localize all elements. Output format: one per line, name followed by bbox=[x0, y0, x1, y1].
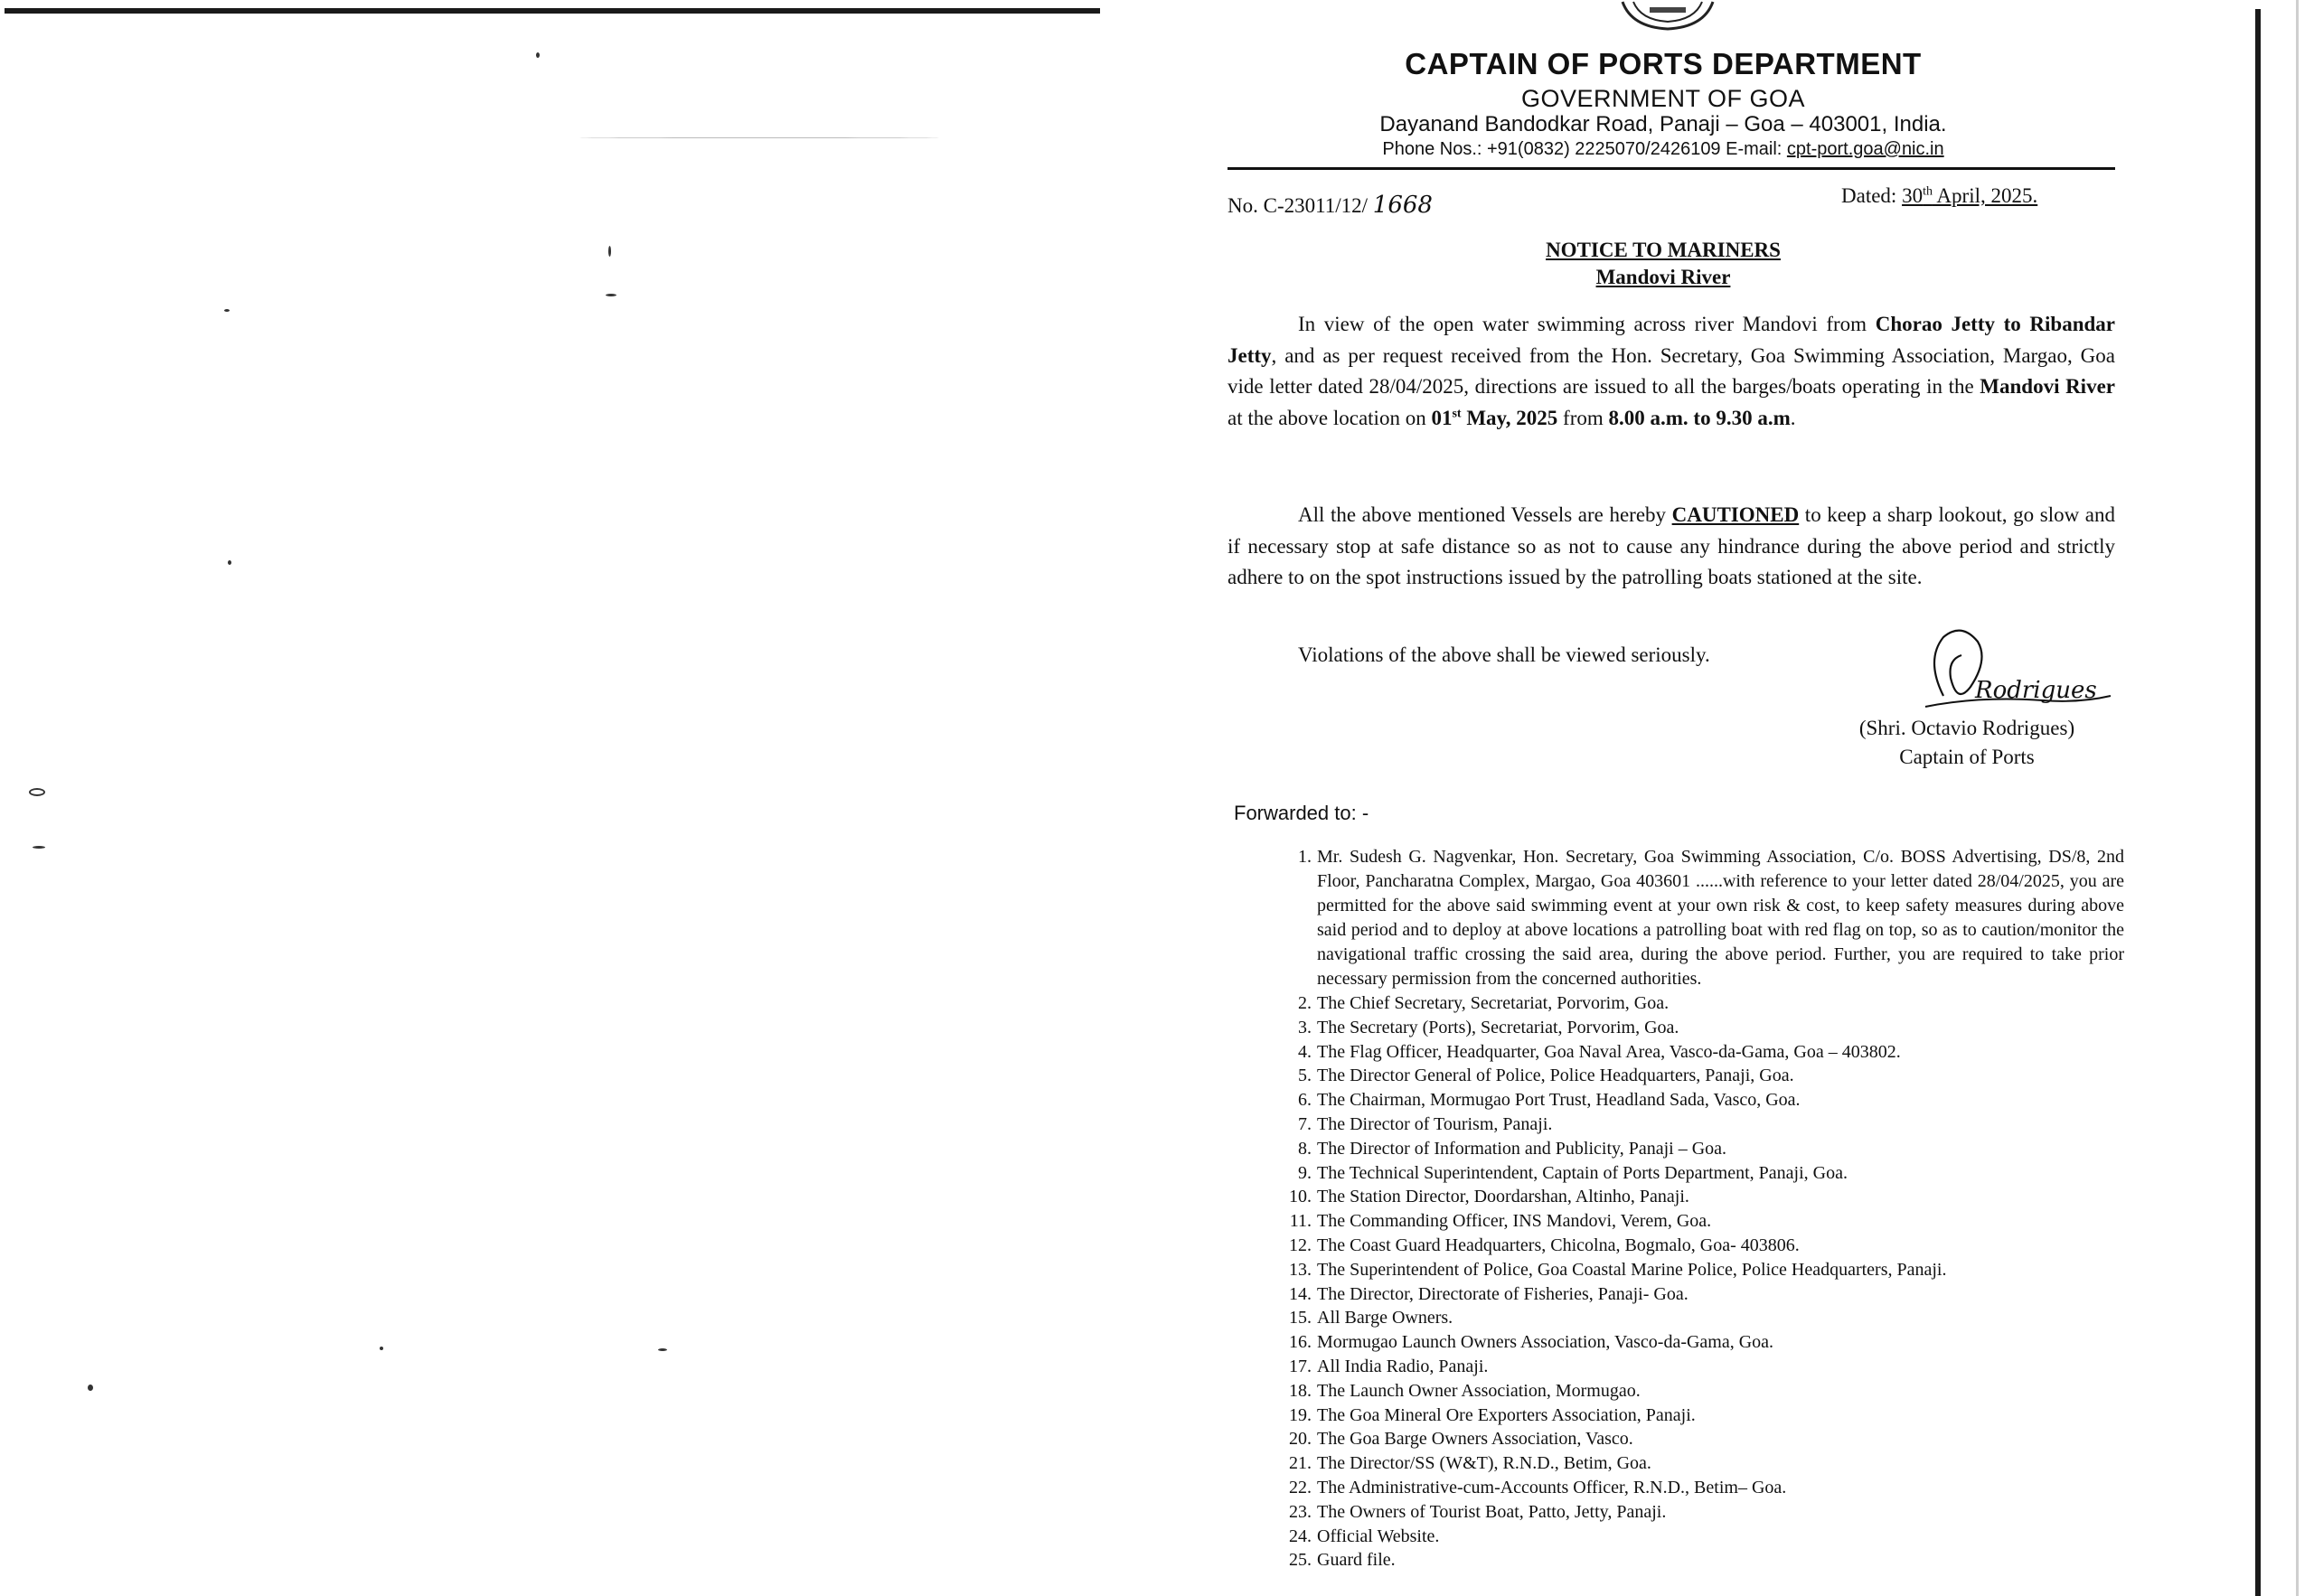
forwarded-list bbox=[1279, 845, 2124, 1573]
department-address: Dayanand Bandodkar Road, Panaji – Goa – 403001, India. bbox=[1379, 112, 1947, 136]
list-item: 18. The Launch Owner Association, Mormugao. bbox=[1289, 1380, 1641, 1401]
scan-top-edge bbox=[5, 8, 1100, 14]
list-item: 11. The Commanding Officer, INS Mandovi, Verem, Goa. bbox=[1289, 1211, 1712, 1232]
scan-speck bbox=[29, 788, 45, 796]
scan-speck bbox=[578, 137, 940, 138]
list-item: 17. All India Radio, Panaji. bbox=[1289, 1356, 1489, 1376]
notice-title: NOTICE TO MARINERS bbox=[1546, 239, 1781, 261]
page-bottom-cutoff bbox=[1211, 1580, 2115, 1596]
list-item: 15. All Barge Owners. bbox=[1289, 1308, 1453, 1328]
list-item: 19. The Goa Mineral Ore Exporters Association, Panaji. bbox=[1289, 1404, 1696, 1425]
list-item: 24. Official Website. bbox=[1289, 1526, 1440, 1546]
cautioned-word: CAUTIONED bbox=[1671, 503, 1800, 526]
left-blank-page bbox=[0, 0, 1107, 1596]
list-item: 5. The Director General of Police, Police Headquarters, Panaji, Goa. bbox=[1298, 1066, 1794, 1086]
list-item: 6. The Chairman, Mormugao Port Trust, Headland Sada, Vasco, Goa. bbox=[1298, 1090, 1801, 1111]
list-item: 1. Mr. Sudesh G. Nagvenkar, Hon. Secretary, Goa Swimming Association, C/o. BOSS Advertising, DS/8, 2nd Floor, Pancharatna Complex, Margao, Goa 403601 ......with reference to your letter dated 28/04/2025, you are permitted for the above said swimming event at your own risk & cost, to keep safety measures during above said period and to deploy at above locations a patrolling boat with red flag on top, so as to caution/monitor the navigational traffic crossing the said area, during the above period. Further, you are required to take prior necessary permission from the concerned authorities. bbox=[1298, 847, 2124, 989]
list-item: 16. Mormugao Launch Owners Association, Vasco-da-Gama, Goa. bbox=[1289, 1332, 1774, 1353]
scan-speck bbox=[608, 246, 611, 257]
reference-number bbox=[1228, 192, 1433, 219]
forwarded-label: Forwarded to: - bbox=[1234, 802, 1369, 824]
scan-speck bbox=[224, 309, 230, 312]
government-emblem-icon bbox=[1613, 0, 1722, 40]
body-paragraph-3: Violations of the above shall be viewed seriously. bbox=[1298, 643, 1710, 666]
list-item: 13. The Superintendent of Police, Goa Coastal Marine Police, Police Headquarters, Panaji. bbox=[1289, 1259, 1947, 1280]
list-item: 12. The Coast Guard Headquarters, Chicolna, Bogmalo, Goa- 403806. bbox=[1289, 1235, 1800, 1255]
list-item: 20. The Goa Barge Owners Association, Vasco. bbox=[1289, 1429, 1633, 1450]
contact-line bbox=[1211, 139, 2115, 160]
scan-speck bbox=[606, 294, 616, 296]
list-item: 14. The Director, Directorate of Fisheries, Panaji- Goa. bbox=[1289, 1283, 1688, 1304]
signature-text: Rodrigues bbox=[1975, 677, 2097, 704]
date-label: Dated: bbox=[1841, 184, 1903, 207]
government-name: GOVERNMENT OF GOA bbox=[1520, 85, 1806, 112]
scan-speck bbox=[88, 1385, 93, 1391]
list-item: 21. The Director/SS (W&T), R.N.D., Betim, Goa. bbox=[1289, 1453, 1651, 1474]
body-paragraph-2: All the above mentioned Vessels are hereby CAUTIONED to keep a sharp lookout, go slow and if necessary stop at safe distance so as not to cause any hindrance during the above period and strictly adhere to on the spot instructions issued by the patrolling boats stationed at the site. bbox=[1228, 503, 2115, 588]
list-item: 7. The Director of Tourism, Panaji. bbox=[1298, 1113, 1553, 1134]
list-item: 25. Guard file. bbox=[1289, 1550, 1396, 1571]
notice-document bbox=[1211, 0, 2124, 1596]
list-item: 2. The Chief Secretary, Secretariat, Porvorim, Goa. bbox=[1298, 993, 1670, 1013]
signatory-block bbox=[1831, 714, 2102, 772]
phone-numbers: Phone Nos.: +91(0832) 2225070/2426109 E-mail: bbox=[1382, 139, 1787, 159]
scan-right-edge-shadow bbox=[2296, 0, 2299, 1596]
list-item: 9. The Technical Superintendent, Captain of Ports Department, Panaji, Goa. bbox=[1298, 1162, 1848, 1183]
list-item: 10. The Station Director, Doordarshan, Altinho, Panaji. bbox=[1289, 1187, 1689, 1207]
list-item: 4. The Flag Officer, Headquarter, Goa Naval Area, Vasco-da-Gama, Goa – 403802. bbox=[1298, 1041, 1901, 1062]
notice-subtitle: Mandovi River bbox=[1595, 266, 1731, 288]
scan-speck bbox=[658, 1348, 667, 1351]
signatory-designation: Captain of Ports bbox=[1899, 746, 2035, 768]
list-item: 23. The Owners of Tourist Boat, Patto, Jetty, Panaji. bbox=[1289, 1501, 1667, 1522]
list-item: 22. The Administrative-cum-Accounts Officer, R.N.D., Betim– Goa. bbox=[1289, 1477, 1787, 1497]
scan-speck bbox=[33, 846, 45, 849]
scan-speck bbox=[380, 1347, 383, 1350]
signatory-name: (Shri. Octavio Rodrigues) bbox=[1858, 717, 2075, 739]
header-divider bbox=[1228, 167, 2115, 170]
scan-right-edge bbox=[2255, 9, 2261, 1596]
date-value: 30th April, 2025. bbox=[1902, 184, 2038, 207]
email-address: cpt-port.goa@nic.in bbox=[1786, 139, 1944, 159]
scan-speck bbox=[228, 560, 231, 565]
department-title: CAPTAIN OF PORTS DEPARTMENT bbox=[1405, 47, 1922, 80]
reference-handwritten-number: 1668 bbox=[1372, 192, 1433, 219]
list-item: 8. The Director of Information and Publicity, Panaji – Goa. bbox=[1298, 1138, 1727, 1159]
scan-speck bbox=[536, 52, 540, 58]
document-date bbox=[1841, 184, 2037, 208]
body-paragraph-1: In view of the open water swimming across river Mandovi from Chorao Jetty to Ribandar Jetty, and as per request received from the Hon. Secretary, Goa Swimming Association, Margao, Goa vide letter dated 28/04/2025, directions are issued to all the barges/boats operating in the Mandovi River at the above location on 01st May, 2025 from 8.00 a.m. to 9.30 a.m. bbox=[1228, 313, 2115, 429]
reference-prefix: No. C-23011/12/ bbox=[1228, 194, 1373, 217]
list-item: 3. The Secretary (Ports), Secretariat, Porvorim, Goa. bbox=[1298, 1017, 1679, 1037]
